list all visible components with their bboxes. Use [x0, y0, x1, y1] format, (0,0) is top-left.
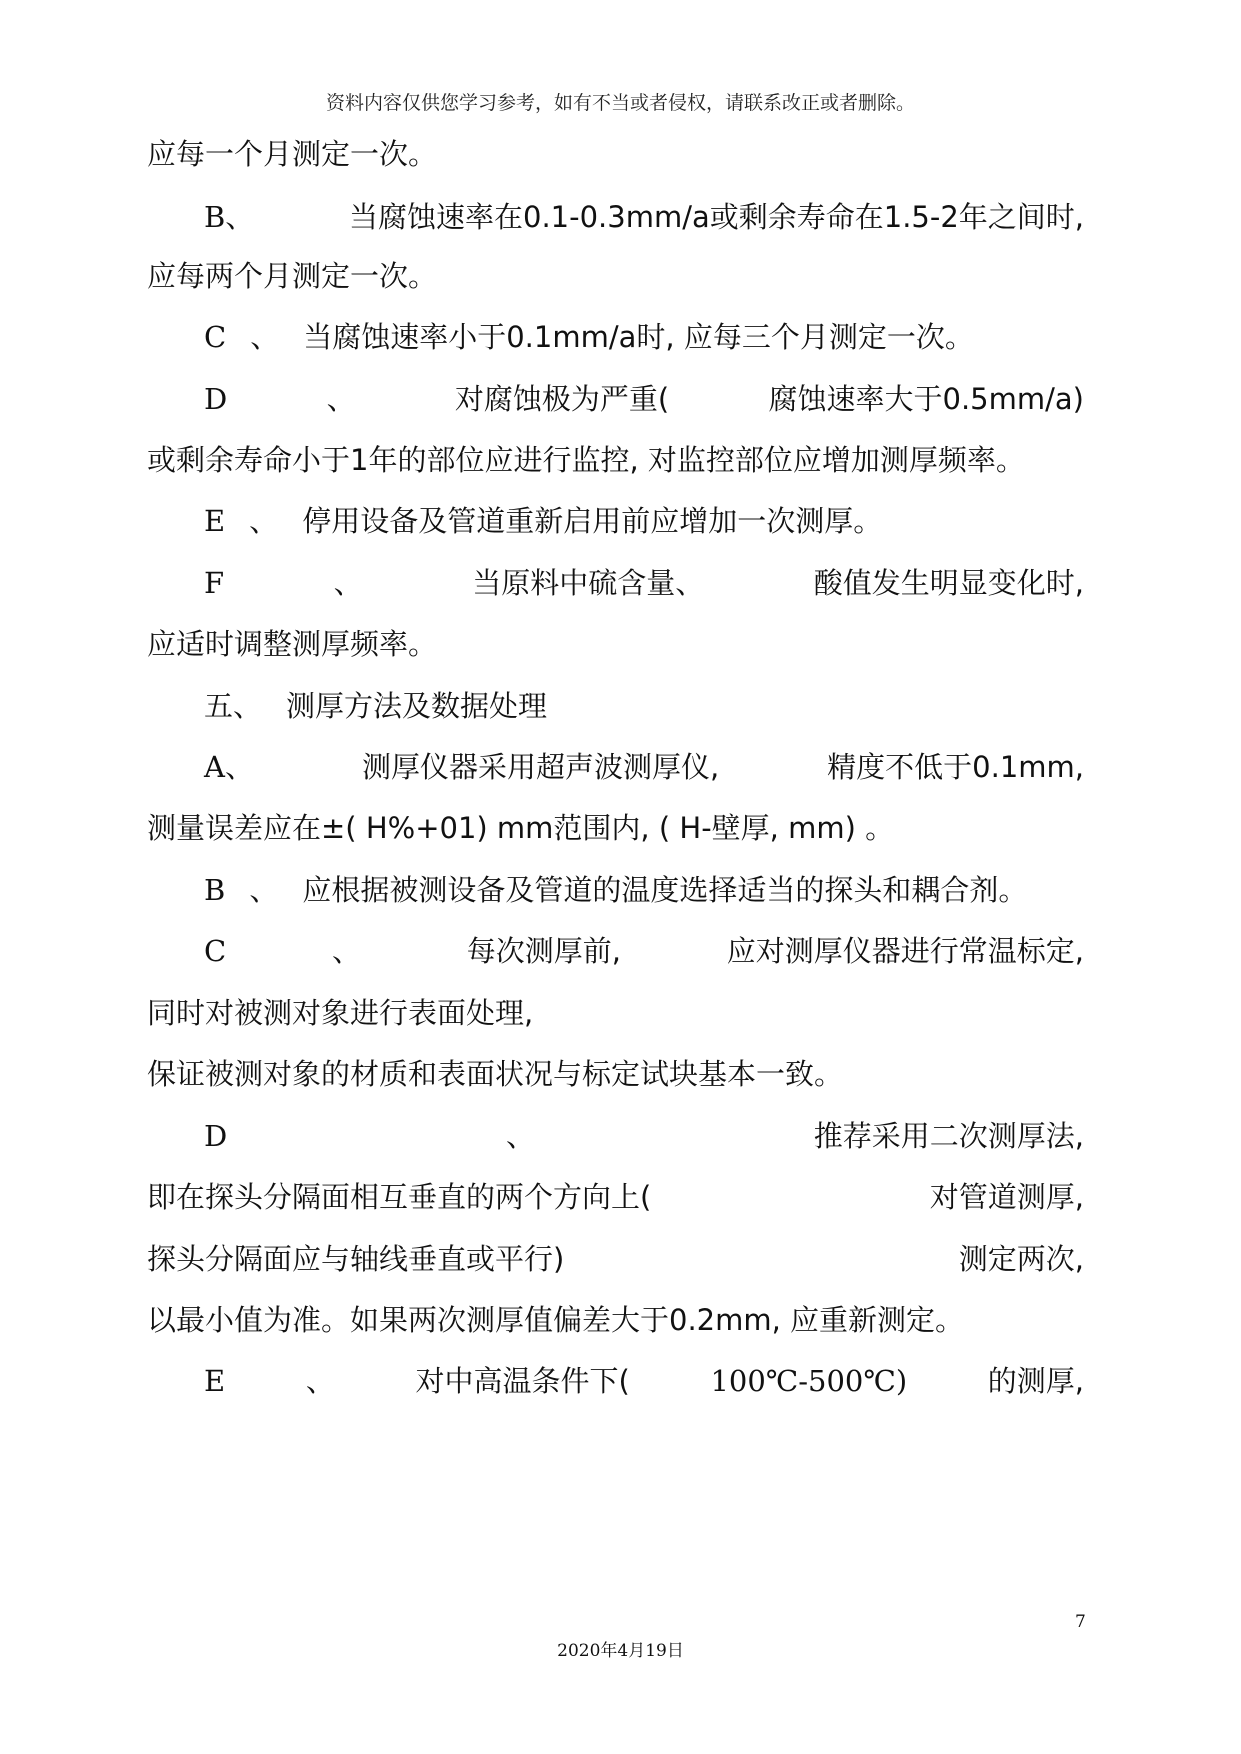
item-marker: A、	[204, 750, 254, 784]
item-marker: E	[204, 504, 226, 538]
text-segment: 对管道测厚,	[929, 1180, 1084, 1214]
text-segment: 测厚仪器采用超声波测厚仪,	[361, 750, 720, 784]
text-line	[204, 929, 1084, 973]
item-marker: F	[204, 566, 225, 600]
page-footer-date: 2020年4月19日	[557, 1641, 684, 1661]
text-line	[204, 745, 1084, 789]
text-segment: 即在探头分隔面相互垂直的两个方向上(	[147, 1180, 652, 1214]
text-segment: 当腐蚀速率在0.1-0.3mm/a或剩余寿命在1.5-2年之间时,	[349, 200, 1084, 234]
text-segment: 当原料中硫含量、	[472, 566, 705, 600]
text-segment: 探头分隔面应与轴线垂直或平行)	[147, 1242, 565, 1276]
text-segment: 、	[333, 566, 363, 600]
text-segment: 应根据被测设备及管道的温度选择适当的探头和耦合剂。	[302, 873, 1028, 907]
page-header-disclaimer: 资料内容仅供您学习参考，如有不当或者侵权，请联系改正或者删除。	[325, 92, 915, 114]
text-segment: 停用设备及管道重新启用前应增加一次测厚。	[302, 504, 883, 538]
text-segment: 、	[249, 873, 279, 907]
item-marker: B、	[204, 200, 255, 234]
text-segment: 应对测厚仪器进行常温标定,	[726, 934, 1084, 968]
text-line: 同时对被测对象进行表面处理,	[147, 996, 534, 1030]
item-marker: D	[204, 382, 228, 416]
text-segment: 的测厚,	[987, 1364, 1084, 1398]
item-marker: B	[204, 873, 226, 907]
text-segment: 100℃-500℃)	[710, 1364, 908, 1398]
text-line	[204, 1359, 1084, 1403]
text-line	[204, 868, 1051, 912]
item-marker: C	[204, 934, 227, 968]
section-title: 测厚方法及数据处理	[286, 689, 548, 723]
text-segment: 腐蚀速率大于0.5mm/a)	[768, 382, 1084, 416]
text-line: 或剩余寿命小于1年的部位应进行监控, 对监控部位应增加测厚频率。	[147, 443, 1025, 477]
text-segment: 推荐采用二次测厚法,	[813, 1119, 1084, 1153]
text-segment: 酸值发生明显变化时,	[813, 566, 1084, 600]
text-segment: 、	[250, 320, 280, 354]
text-line: 以最小值为准。如果两次测厚值偏差大于0.2mm, 应重新测定。	[147, 1303, 965, 1337]
text-segment: 、	[506, 1119, 536, 1153]
item-marker: C	[204, 320, 227, 354]
text-line	[204, 195, 1084, 239]
text-line: 应每一个月测定一次。	[147, 137, 438, 171]
text-line: 测量误差应在±( H%+01) mm范围内, ( H-壁厚, mm) 。	[147, 811, 895, 845]
page-number: 7	[1075, 1612, 1086, 1632]
text-segment: 、	[249, 504, 279, 538]
text-line	[204, 1114, 1084, 1158]
item-marker: D	[204, 1119, 228, 1153]
item-marker: E	[204, 1364, 226, 1398]
text-line: 应适时调整测厚频率。	[147, 627, 438, 661]
text-line	[204, 377, 1084, 421]
text-segment: 、	[305, 1364, 335, 1398]
text-segment: 对中高温条件下(	[415, 1364, 630, 1398]
text-segment: 精度不低于0.1mm,	[827, 750, 1084, 784]
text-segment: 、	[331, 934, 361, 968]
text-segment: 每次测厚前,	[466, 934, 621, 968]
text-segment: 对腐蚀极为严重(	[454, 382, 670, 416]
text-line	[147, 1237, 1084, 1281]
text-segment: 测定两次,	[958, 1242, 1084, 1276]
text-line	[147, 1175, 1084, 1219]
text-segment: 当腐蚀速率小于0.1mm/a时, 应每三个月测定一次。	[303, 320, 974, 354]
section-number: 五、	[204, 689, 263, 723]
text-segment: 、	[326, 382, 356, 416]
text-line: 应每两个月测定一次。	[147, 259, 438, 293]
section-heading	[204, 684, 571, 728]
text-line	[204, 315, 998, 359]
text-line	[204, 499, 906, 543]
text-line	[204, 561, 1084, 605]
text-line: 保证被测对象的材质和表面状况与标定试块基本一致。	[147, 1057, 844, 1091]
